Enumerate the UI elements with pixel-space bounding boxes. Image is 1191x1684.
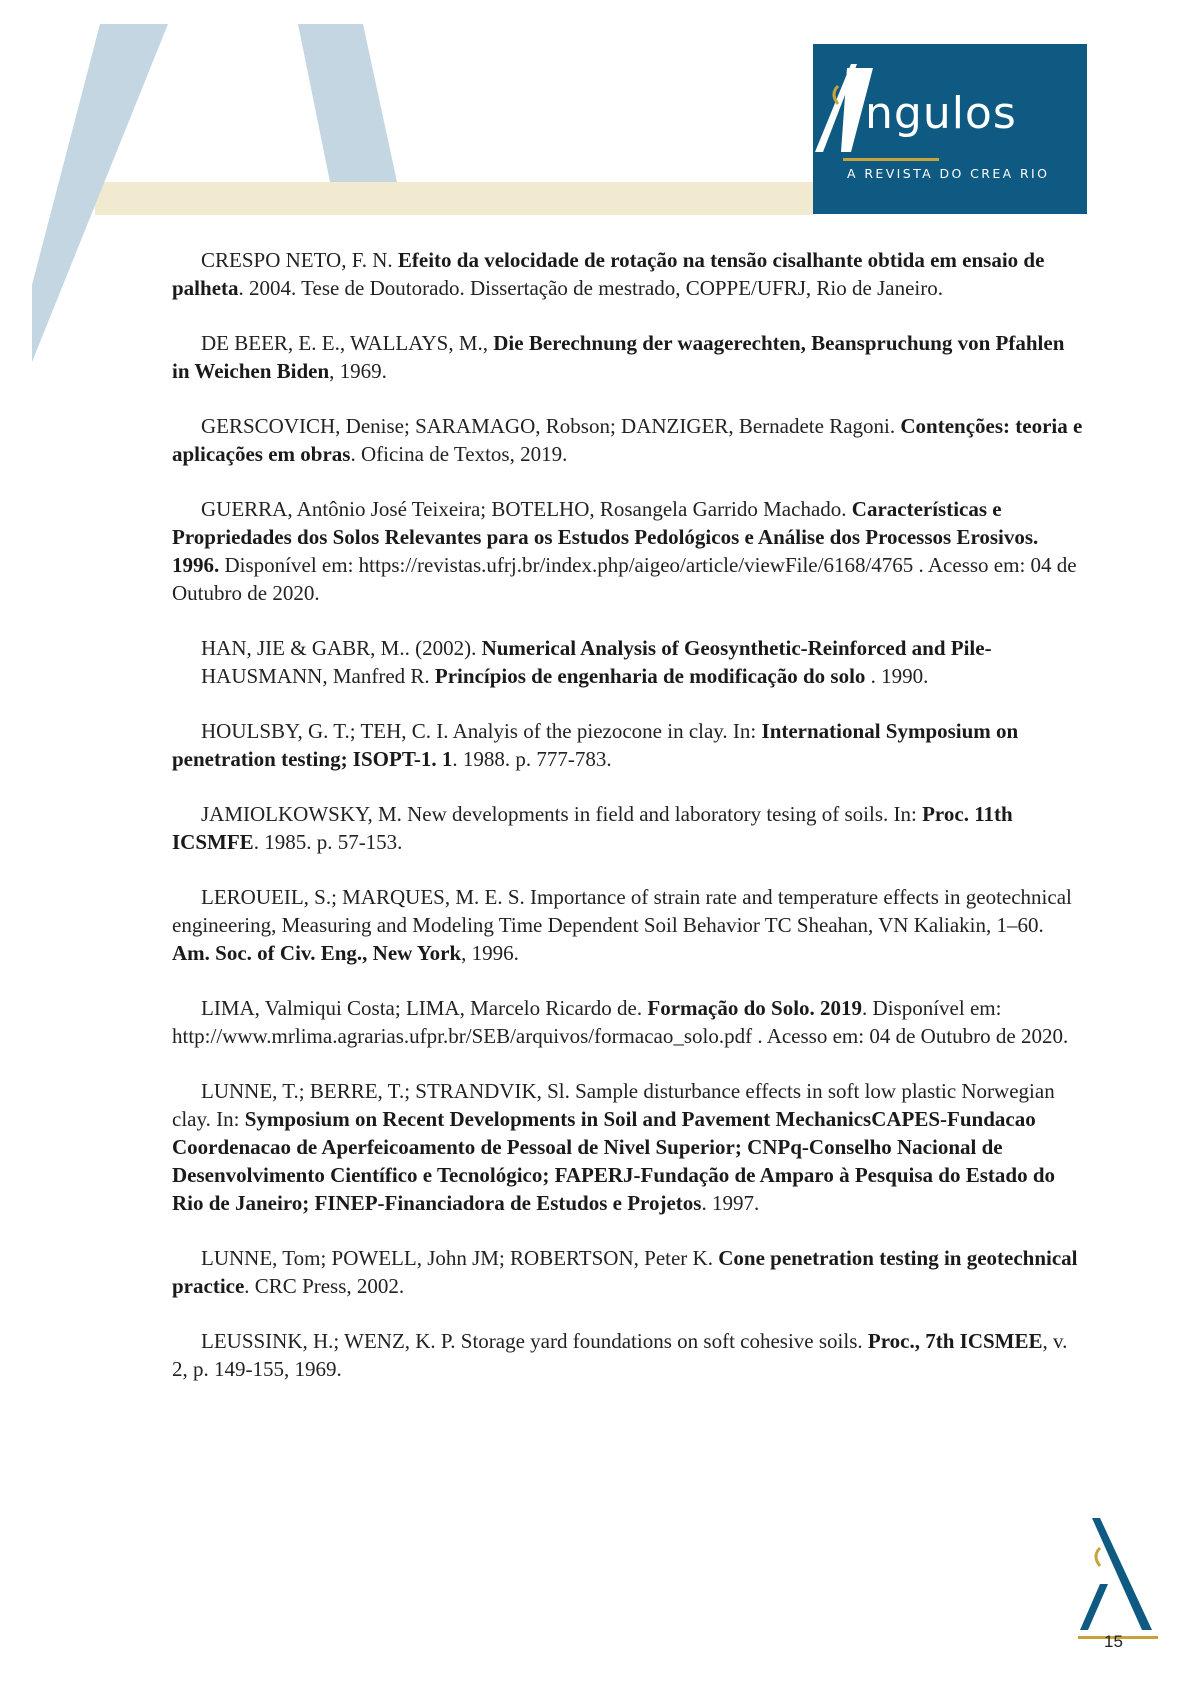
reference-title: Formação do Solo. 2019 bbox=[647, 996, 863, 1020]
reference-text: . 2004. Tese de Doutorado. Dissertação de mestrado, COPPE/UFRJ, Rio de Janeiro. bbox=[238, 276, 943, 300]
reference-text: GUERRA, Antônio José Teixeira; BOTELHO, Rosangela Garrido Machado. bbox=[201, 497, 852, 521]
reference-entry bbox=[172, 1244, 1084, 1300]
reference-title: Proc. 11th ICSMFE bbox=[172, 802, 1013, 854]
reference-text: Disponível em: https://revistas.ufrj.br/index.php/aigeo/article/viewFile/6168/4765 . Acesso em: 04 de Outubro de 2020. bbox=[172, 553, 1077, 605]
cream-band bbox=[95, 182, 813, 215]
footer-lambda-logo-icon bbox=[1078, 1518, 1178, 1668]
reference-text: HAN, JIE & GABR, M.. (2002). bbox=[201, 636, 482, 660]
reference-title: Princípios de engenharia de modificação do solo bbox=[434, 664, 866, 688]
reference-text: . Oficina de Textos, 2019. bbox=[350, 442, 568, 466]
reference-text: LEUSSINK, H.; WENZ, K. P. Storage yard foundations on soft cohesive soils. bbox=[201, 1329, 868, 1353]
reference-text: . 1997. bbox=[701, 1191, 760, 1215]
reference-entry bbox=[172, 1077, 1084, 1217]
reference-entry bbox=[172, 994, 1084, 1050]
reference-title: Proc., 7th ICSMEE bbox=[867, 1329, 1043, 1353]
reference-text: JAMIOLKOWSKY, M. New developments in field and laboratory tesing of soils. In: bbox=[201, 802, 923, 826]
references-list bbox=[172, 246, 1084, 1410]
reference-text: , v. 2, p. 149-155, 1969. bbox=[172, 1329, 1068, 1381]
reference-entry bbox=[172, 717, 1084, 773]
reference-text: HOULSBY, G. T.; TEH, C. I. Analyis of the piezocone in clay. In: bbox=[201, 719, 762, 743]
reference-text: LUNNE, T.; BERRE, T.; STRANDVIK, Sl. Sample disturbance effects in soft low plastic Norwegian clay. In: bbox=[172, 1079, 1055, 1131]
reference-entry bbox=[172, 1327, 1084, 1383]
reference-text: LIMA, Valmiqui Costa; LIMA, Marcelo Ricardo de. bbox=[201, 996, 648, 1020]
reference-text: GERSCOVICH, Denise; SARAMAGO, Robson; DANZIGER, Bernadete Ragoni. bbox=[201, 414, 901, 438]
reference-text: . 1988. p. 777-783. bbox=[452, 747, 612, 771]
logo-tagline: A REVISTA DO CREA RIO bbox=[847, 166, 1050, 181]
light-blue-stroke-right bbox=[298, 24, 397, 182]
angulos-logo bbox=[813, 44, 1087, 214]
reference-text: HAUSMANN, Manfred R. bbox=[201, 664, 435, 688]
reference-text: DE BEER, E. E., WALLAYS, M., bbox=[201, 331, 494, 355]
reference-entry bbox=[172, 246, 1084, 302]
reference-text: . 1990. bbox=[865, 664, 929, 688]
reference-title: Die Berechnung der waagerechten, Beanspruchung von Pfahlen in Weichen Biden bbox=[172, 331, 1065, 383]
reference-title: Cone penetration testing in geotechnical practice bbox=[172, 1246, 1078, 1298]
reference-text: , 1969. bbox=[329, 359, 387, 383]
reference-entry bbox=[172, 329, 1084, 385]
reference-text: CRESPO NETO, F. N. bbox=[201, 248, 398, 272]
reference-entry bbox=[172, 800, 1084, 856]
logo-wordmark: ngulos bbox=[865, 88, 1017, 139]
reference-entry bbox=[172, 495, 1084, 607]
reference-title: International Symposium on penetration testing; ISOPT-1. 1 bbox=[172, 719, 1019, 771]
reference-title: Efeito da velocidade de rotação na tensão cisalhante obtida em ensaio de palheta bbox=[172, 248, 1045, 300]
page-number: 15 bbox=[1104, 1632, 1123, 1651]
reference-title: Am. Soc. of Civ. Eng., New York bbox=[172, 941, 462, 965]
reference-title: Symposium on Recent Developments in Soil and Pavement MechanicsCAPES-Fundacao Coordenacao de Aperfeicoamento de Pessoal de Nivel Superior; CNPq-Conselho Nacional de Desenvolvimento Científico e Tecnológico; FAPERJ-Fundação de Amparo à Pesquisa do Estado do Rio de Janeiro; FINEP-Financiadora de Estudos e Projetos bbox=[172, 1107, 1055, 1215]
reference-text: , 1996. bbox=[461, 941, 519, 965]
reference-text: . CRC Press, 2002. bbox=[244, 1274, 405, 1298]
reference-entry bbox=[172, 883, 1084, 967]
reference-title: Numerical Analysis of Geosynthetic-Reinforced and Pile- bbox=[481, 636, 992, 660]
reference-text: . 1985. p. 57-153. bbox=[253, 830, 403, 854]
reference-entry bbox=[172, 662, 1084, 690]
reference-text: . Disponível em: http://www.mrlima.agrarias.ufpr.br/SEB/arquivos/formacao_solo.pdf . Acesso em: 04 de Outubro de 2020. bbox=[172, 996, 1069, 1048]
reference-title: Características e Propriedades dos Solos Relevantes para os Estudos Pedológicos e Análise dos Processos Erosivos. 1996. bbox=[172, 497, 1039, 577]
reference-text: LEROUEIL, S.; MARQUES, M. E. S. Importance of strain rate and temperature effects in geotechnical engineering, Measuring and Modeling Time Dependent Soil Behavior TC Sheahan, VN Kaliakin, 1–60. bbox=[172, 885, 1072, 937]
reference-entry bbox=[172, 634, 1084, 662]
reference-text: LUNNE, Tom; POWELL, John JM; ROBERTSON, Peter K. bbox=[201, 1246, 719, 1270]
reference-title: Contenções: teoria e aplicações em obras bbox=[172, 414, 1083, 466]
reference-entry bbox=[172, 412, 1084, 468]
